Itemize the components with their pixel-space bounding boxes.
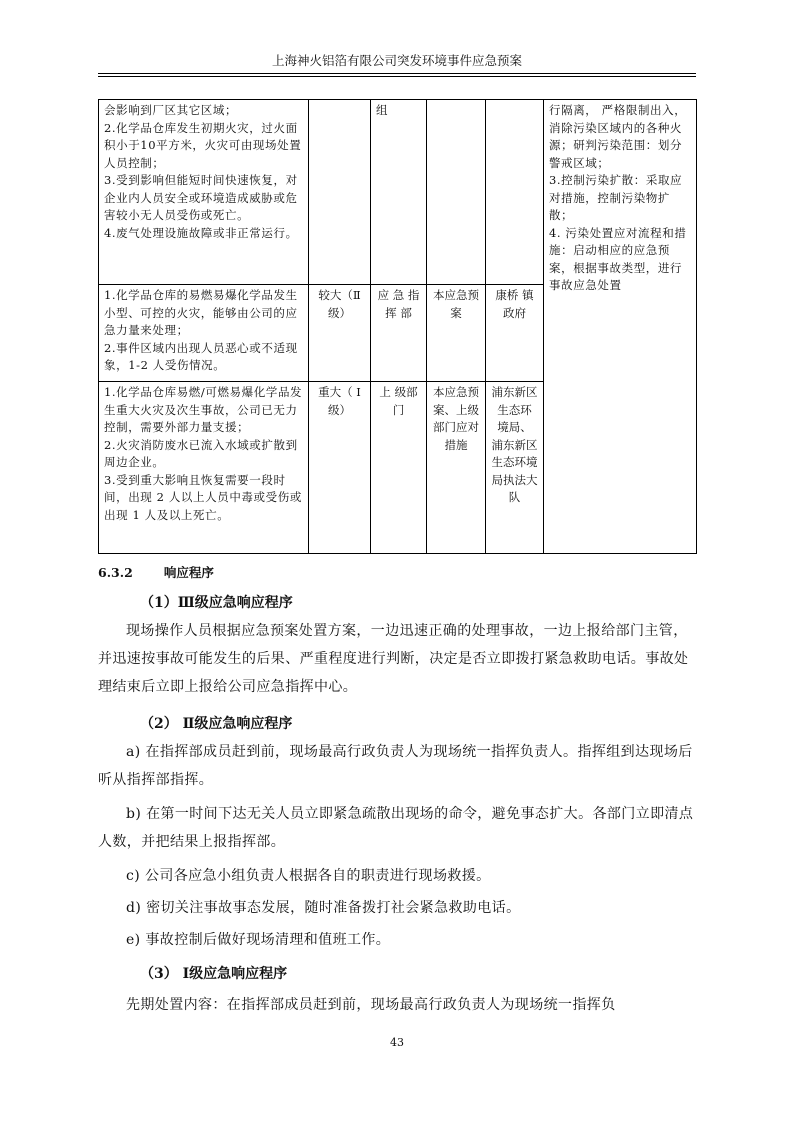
- section-heading: [98, 562, 696, 582]
- level2-list: [98, 738, 696, 954]
- report-cell: 浦东新区 生态环 境局、 浦东新区生态环境局执法大队: [486, 382, 544, 554]
- response-level-table: [98, 99, 697, 554]
- list-item: a) 在指挥部成员赶到前，现场最高行政负责人为现场统一指挥负责人。指挥组到达现场后听从指挥部指挥。: [98, 744, 693, 788]
- condition-item: 2.化学品仓库发生初期火灾，过火面积小于10平方米，火灾可由现场处置人员控制；: [104, 120, 302, 170]
- level1-heading: （3） Ⅰ级应急响应程序: [140, 966, 288, 982]
- plan-cell: [427, 100, 486, 285]
- level3-body: 现场操作人员根据应急预案处置方案，一边迅速正确的处理事故，一边上报给部门主管，并迅速按事故可能发生的后果、严重程度进行判断，决定是否立即拨打紧急救助电话。事故处理结束后立即上报给公司应急指挥中心。: [98, 623, 689, 695]
- section-number: 6.3.2: [98, 565, 133, 580]
- condition-item: 1.化学品仓库易燃/可燃易爆化学品发生重大火灾及次生事故，公司已无力控制，需要外部力量支援；: [104, 385, 303, 434]
- condition-cell: [99, 285, 309, 382]
- condition-cell: [99, 100, 309, 285]
- measure-item: 行隔离， 严格限制出入，消除污染区域内的各种火源；研判污染范围：划分警戒区域；: [549, 103, 687, 170]
- section-title: 响应程序: [163, 565, 214, 580]
- page-number: 43: [390, 1036, 404, 1049]
- header-rule: [98, 73, 696, 74]
- condition-item: 1.化学品仓库的易燃易爆化学品发生小型、可控的火灾，能够由公司的应急力量来处理；: [104, 288, 298, 337]
- measures-cell: [544, 100, 697, 554]
- condition-cell: [99, 382, 309, 554]
- org-cell: 应 急 指 挥 部: [371, 285, 427, 382]
- condition-item: 会影响到厂区其它区域；: [104, 103, 238, 117]
- list-item: d) 密切关注事故事态发展，随时准备拨打社会紧急救助电话。: [126, 900, 521, 916]
- list-item: e) 事故控制后做好现场清理和值班工作。: [126, 932, 391, 948]
- condition-item: 2.火灾消防废水已流入水域或扩散到周边企业。: [104, 437, 298, 469]
- plan-cell: 本应急预案: [427, 285, 486, 382]
- level-cell: 较大（Ⅱ级）: [309, 285, 371, 382]
- level1-body: 先期处置内容：在指挥部成员赶到前，现场最高行政负责人为现场统一指挥负: [126, 997, 616, 1013]
- list-item: c) 公司各应急小组负责人根据各自的职责进行现场救援。: [126, 868, 491, 884]
- condition-item: 3.受到重大影响且恢复需要一段时间，出现 2 人以上人员中毒或受伤或出现 1 人及以上死亡。: [104, 472, 302, 522]
- level3-heading: （1）Ⅲ级应急响应程序: [140, 595, 293, 611]
- org-cell: 组: [371, 100, 427, 285]
- report-cell: 康桥 镇政府: [486, 285, 544, 382]
- level2-heading: （2） Ⅱ级应急响应程序: [140, 716, 293, 732]
- table-row: [99, 100, 697, 285]
- report-cell: [486, 100, 544, 285]
- org-cell: 上 级部门: [371, 382, 427, 554]
- plan-cell: 本应急预案、上级部门应对措施: [427, 382, 486, 554]
- condition-item: 4.废气处理设施故障或非正常运行。: [104, 225, 298, 240]
- condition-item: 2.事件区域内出现人员恶心或不适现象，1-2 人受伤情况。: [104, 340, 298, 372]
- list-item: b) 在第一时间下达无关人员立即紧急疏散出现场的命令，避免事态扩大。各部门立即清点人数，并把结果上报指挥部。: [98, 806, 694, 850]
- level-cell: [309, 100, 371, 285]
- header-rule-thin: [98, 76, 696, 77]
- page-header: 上海神火铝箔有限公司突发环境事件应急预案: [271, 53, 522, 68]
- measure-item: 4. 污染处置应对流程和措施：启动相应的应急预案，根据事故类型，进行事故应急处置: [549, 225, 687, 292]
- condition-item: 3.受到影响但能短时间快速恢复，对企业内人员安全或环境造成威胁或危害较小无人员受伤或死亡。: [104, 173, 298, 222]
- level-cell: 重大（ Ⅰ级）: [309, 382, 371, 554]
- measure-item: 3.控制污染扩散：采取应对措施，控制污染物扩散；: [549, 173, 683, 222]
